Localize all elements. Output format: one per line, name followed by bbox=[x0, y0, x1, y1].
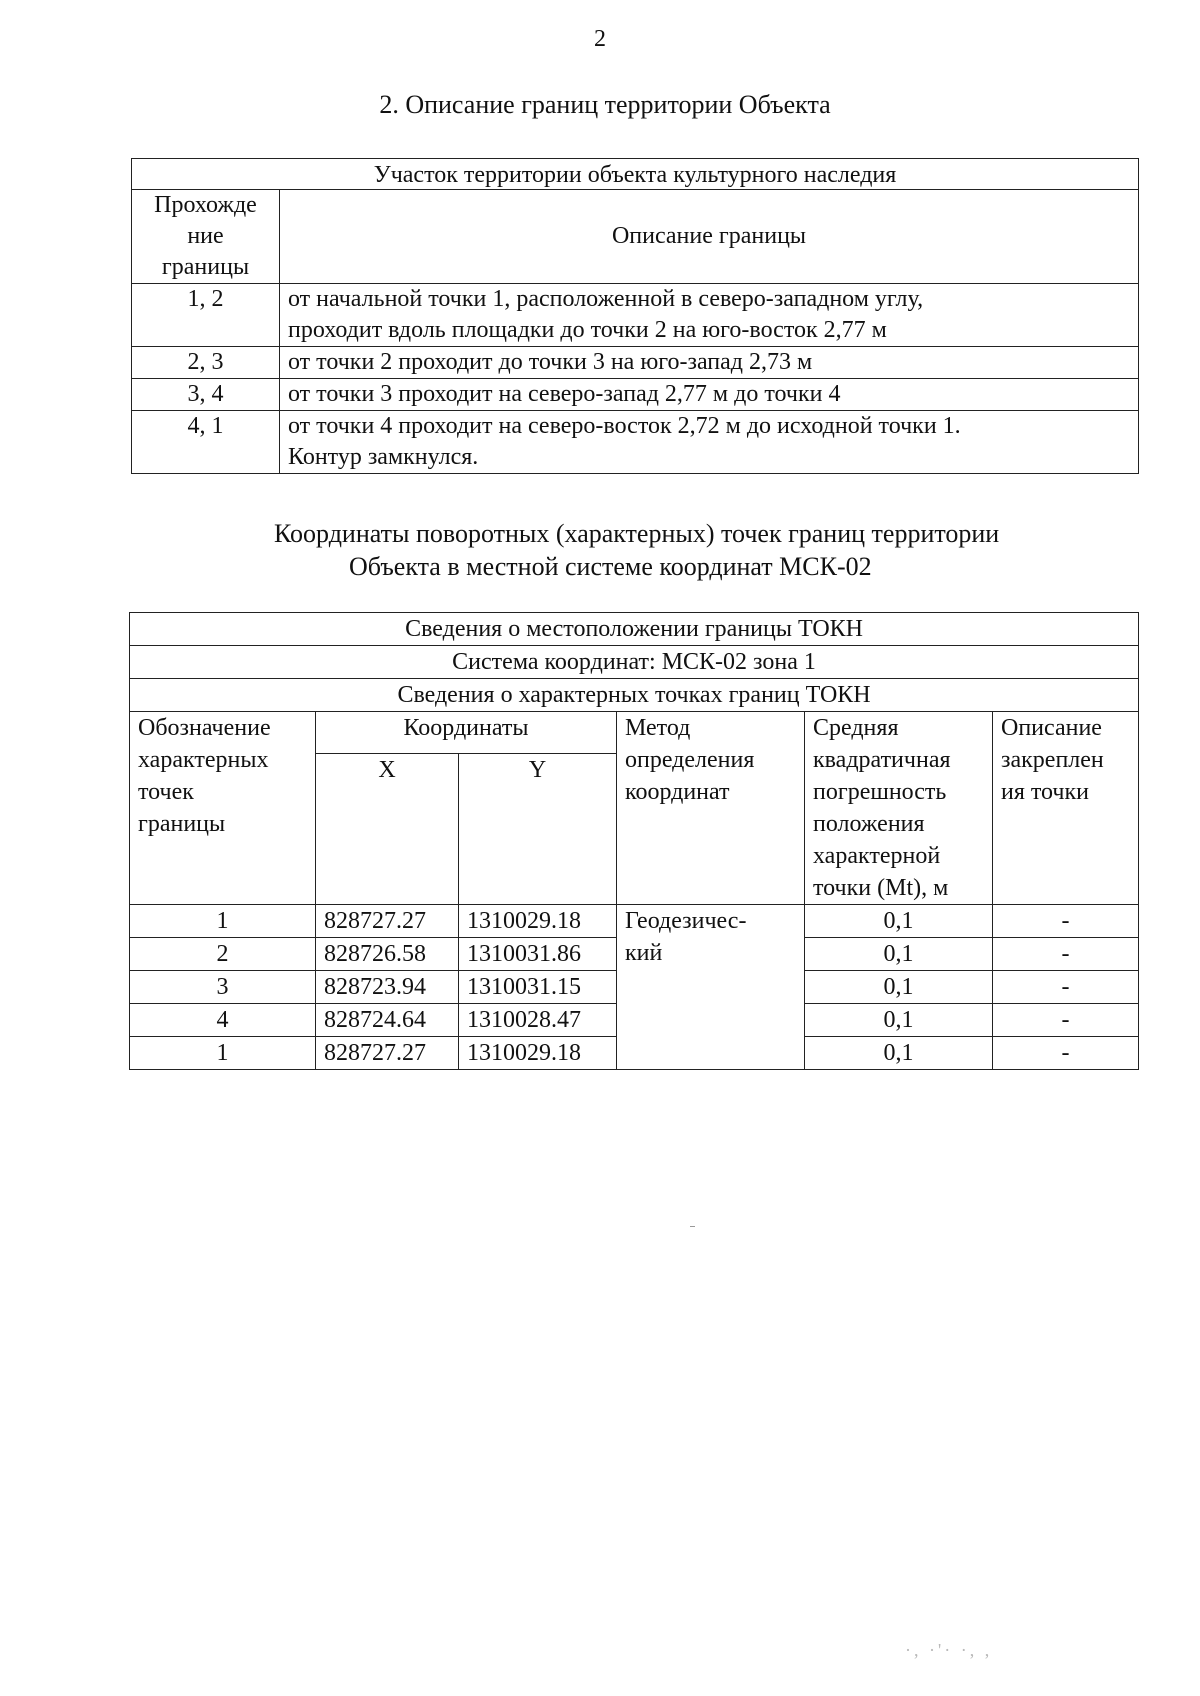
point-id: 1 bbox=[130, 905, 316, 938]
point-y: 1310028.47 bbox=[459, 1004, 617, 1037]
point-fixing: - bbox=[993, 905, 1139, 938]
location-info-row: Сведения о местоположении границы ТОКН bbox=[130, 613, 1139, 646]
segment-description bbox=[280, 411, 1139, 474]
header-line: Прохожде bbox=[154, 192, 257, 218]
scan-speck bbox=[690, 1226, 695, 1227]
boundary-table-caption: Участок территории объекта культурного наследия bbox=[132, 159, 1139, 190]
header-line: ия точки bbox=[1001, 779, 1090, 805]
header-line: границы bbox=[138, 811, 226, 837]
description-line: от точки 3 проходит на северо-запад 2,77 м до точки 4 bbox=[288, 381, 841, 407]
segment-description bbox=[280, 284, 1139, 347]
header-line: Средняя bbox=[813, 715, 899, 741]
point-id: 3 bbox=[130, 971, 316, 1004]
description-line: от точки 4 проходит на северо-восток 2,72 м до исходной точки 1. bbox=[288, 413, 961, 439]
designation-header bbox=[130, 712, 316, 905]
table-row bbox=[132, 284, 1139, 347]
method-line: Геодезичес- bbox=[625, 908, 747, 934]
point-fixing: - bbox=[993, 1004, 1139, 1037]
header-line: ние bbox=[187, 223, 224, 249]
boundary-pass-header bbox=[132, 190, 280, 284]
header-line: Обозначение bbox=[138, 715, 271, 741]
description-line: Контур замкнулся. bbox=[288, 444, 479, 470]
table-row bbox=[130, 905, 1139, 938]
point-x: 828727.27 bbox=[316, 905, 459, 938]
header-line: координат bbox=[625, 779, 730, 805]
point-error: 0,1 bbox=[805, 1037, 993, 1070]
point-fixing: - bbox=[993, 938, 1139, 971]
points-info-row: Сведения о характерных точках границ ТОКН bbox=[130, 679, 1139, 712]
point-error: 0,1 bbox=[805, 905, 993, 938]
method-line: кий bbox=[625, 940, 663, 966]
header-line: характерной bbox=[813, 843, 941, 869]
coordinates-title-line: Объекта в местной системе координат МСК-02 bbox=[349, 552, 872, 581]
segment-number: 3, 4 bbox=[132, 379, 280, 411]
point-y: 1310029.18 bbox=[459, 1037, 617, 1070]
boundary-points-table bbox=[129, 612, 1139, 1070]
point-y: 1310031.15 bbox=[459, 971, 617, 1004]
point-y: 1310029.18 bbox=[459, 905, 617, 938]
header-line: положения bbox=[813, 811, 925, 837]
table-row bbox=[132, 347, 1139, 379]
section-title: 2. Описание границ территории Объекта bbox=[379, 90, 831, 119]
point-id: 4 bbox=[130, 1004, 316, 1037]
description-line: от точки 2 проходит до точки 3 на юго-запад 2,73 м bbox=[288, 349, 813, 375]
point-id: 1 bbox=[130, 1037, 316, 1070]
description-line: проходит вдоль площадки до точки 2 на юго-восток 2,77 м bbox=[288, 317, 887, 343]
coordinates-title-line: Координаты поворотных (характерных) точек границ территории bbox=[274, 519, 1000, 548]
point-error: 0,1 bbox=[805, 971, 993, 1004]
point-y: 1310031.86 bbox=[459, 938, 617, 971]
coordinate-system-row: Система координат: МСК-02 зона 1 bbox=[130, 646, 1139, 679]
y-header: Y bbox=[459, 754, 617, 905]
header-line: погрешность bbox=[813, 779, 947, 805]
table-row bbox=[132, 411, 1139, 474]
method-cell bbox=[617, 905, 805, 1070]
point-x: 828726.58 bbox=[316, 938, 459, 971]
point-error: 0,1 bbox=[805, 938, 993, 971]
table-row bbox=[132, 379, 1139, 411]
point-id: 2 bbox=[130, 938, 316, 971]
point-x: 828727.27 bbox=[316, 1037, 459, 1070]
header-line: Описание bbox=[1001, 715, 1102, 741]
boundary-description-header: Описание границы bbox=[280, 190, 1139, 284]
point-fixing: - bbox=[993, 971, 1139, 1004]
header-line: Метод bbox=[625, 715, 691, 741]
fixing-header bbox=[993, 712, 1139, 905]
segment-description bbox=[280, 379, 1139, 411]
segment-number: 4, 1 bbox=[132, 411, 280, 474]
point-fixing: - bbox=[993, 1037, 1139, 1070]
header-line: определения bbox=[625, 747, 755, 773]
scan-smudge: ·, ·'· ·, , bbox=[905, 1640, 993, 1660]
segment-description bbox=[280, 347, 1139, 379]
segment-number: 1, 2 bbox=[132, 284, 280, 347]
method-header bbox=[617, 712, 805, 905]
description-line: от начальной точки 1, расположенной в северо-западном углу, bbox=[288, 286, 924, 312]
header-line: квадратичная bbox=[813, 747, 951, 773]
boundary-description-table bbox=[131, 158, 1139, 474]
point-x: 828724.64 bbox=[316, 1004, 459, 1037]
header-line: точек bbox=[138, 779, 194, 805]
x-header: X bbox=[316, 754, 459, 905]
page-number: 2 bbox=[594, 26, 606, 52]
point-error: 0,1 bbox=[805, 1004, 993, 1037]
header-line: характерных bbox=[138, 747, 269, 773]
coordinates-header: Координаты bbox=[316, 712, 617, 754]
header-line: точки (Mt), м bbox=[813, 875, 949, 901]
point-x: 828723.94 bbox=[316, 971, 459, 1004]
segment-number: 2, 3 bbox=[132, 347, 280, 379]
error-header bbox=[805, 712, 993, 905]
header-line: закреплен bbox=[1001, 747, 1104, 773]
header-line: границы bbox=[161, 254, 250, 280]
